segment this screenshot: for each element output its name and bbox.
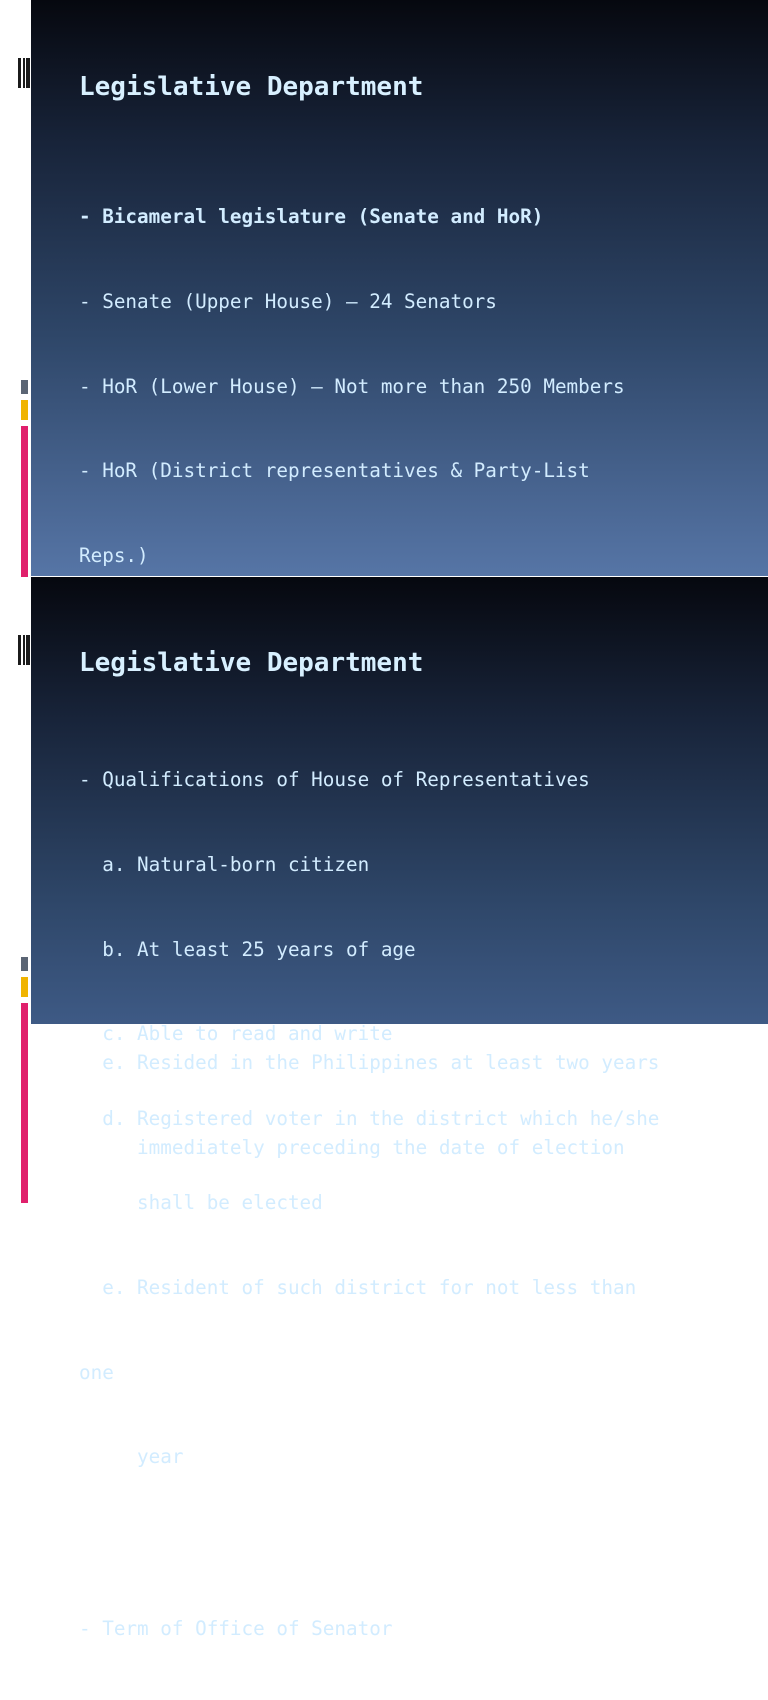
- bullet-line: - Qualifications of House of Representatives: [79, 768, 590, 792]
- bullet-line: Reps.): [79, 543, 149, 567]
- bars-decoration-icon: [18, 635, 30, 665]
- sub-bullet-line: b. At least 25 years of age: [79, 937, 416, 961]
- slide-title: Legislative Department: [79, 648, 424, 678]
- sub-bullet-line: immediately preceding the date of election: [79, 1135, 625, 1159]
- bullet-line: - Bicameral legislature (Senate and HoR): [79, 205, 544, 229]
- slide-title: Legislative Department: [79, 72, 424, 102]
- sub-bullet-line: e. Resident of such district for not less than: [79, 1275, 637, 1299]
- sub-bullet-line: one: [79, 1360, 114, 1384]
- sub-bullet-line: year: [79, 1445, 184, 1469]
- sub-bullet-line: c. Able to read and write: [79, 1022, 393, 1046]
- sub-bullet-line: e. Resided in the Philippines at least two years: [79, 1051, 660, 1075]
- bullet-line: - HoR (District representatives & Party-List: [79, 459, 590, 483]
- sub-bullet-line: shall be elected: [79, 1191, 323, 1215]
- bullet-line: - Senate (Upper House) – 24 Senators: [79, 290, 497, 313]
- bars-decoration-icon: [18, 58, 30, 88]
- bullet-line: - HoR (Lower House) – Not more than 250 Members: [79, 374, 625, 398]
- blank-line: [79, 1528, 659, 1559]
- bullet-line: - Term of Office of Senator: [79, 1617, 393, 1641]
- slide-body: [79, 710, 659, 1700]
- sub-bullet-line: a. Natural-born citizen: [79, 853, 370, 876]
- sub-bullet-line: d. Registered voter in the district which he/she: [79, 1106, 660, 1130]
